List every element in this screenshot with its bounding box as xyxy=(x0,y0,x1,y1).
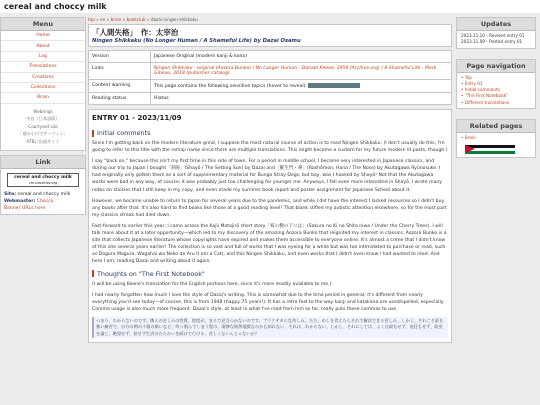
webring-line-3[interactable]: 「週の小川でサーフィン」 xyxy=(18,130,68,136)
page-nav-list xyxy=(457,73,535,108)
banner-text: cereal and choccy milk xyxy=(14,174,72,180)
paragraph-3: However, we became unable to return to Japan for several years due to the pandemic, and while I did have the interest I lacked resources so I didn't buy any books after that. It's also hard to find books like those at a good reading level! That blank stifled my autistic attention elsewhere, so for the most part my classics streak had died down. xyxy=(92,198,447,218)
section-title: Initial comments xyxy=(97,129,151,137)
links-value[interactable]: Ningen Shikkaku - original (Aozora Bunko) / No Longer Human - Donald Keene, 1958 (Archive.org) / A Shameful Life - Mark Gibeau, 2018 (publisher catalog) xyxy=(151,63,452,80)
webring-line-1[interactable]: 中自（日本語版） xyxy=(26,115,60,121)
status-label: Reading status xyxy=(89,93,151,105)
related-box xyxy=(456,119,536,158)
section-marker-icon xyxy=(92,270,94,277)
warning-cell xyxy=(151,80,452,93)
updates-title: Updates xyxy=(457,18,535,31)
related-title: Related pages xyxy=(457,120,535,133)
paragraph-6: I had nearly forgotten how much I love the style of Dazai's writing. This is somewhat due to the time period in general; it's different from nearly everything you'd see today—of course, this is from 1948 (happy 75 years!). It has a retro feel to the way kanji and katakana are used/spelled, especially. Comma usage is also much more frequent. Dazai's style, at least in what I've read from him so far, really puts these commas to use. xyxy=(92,292,445,312)
page-subtitle: Ningen Shikkaku (No Longer Human / A Shameful Life) by Dazai Osamu xyxy=(92,38,301,44)
info-row-version xyxy=(89,51,452,63)
menu-box xyxy=(0,17,86,151)
site-title[interactable]: cereal and choccy milk xyxy=(4,2,107,11)
updates-box xyxy=(456,17,536,49)
paragraph-4: Fast-forward to earlier this year; I came across the Kajii Motojirō short story「桜の樹の下には」(Sakura no Ki no Shita niwa / Under the Cherry Trees). I will talk more about it at a later opportunity—which led to my discovery of the amazing Aozora Bunko that reignited my interest in classics. Aozora Bunko is a site that collects Japanese literature whose copyrights have expired and makes them accessible to everyone online. It's almost a crime that I didn't know of this site several years earlier! The collection is so vast and full of works that I was eyeing for a while but was too intimidated to purchase or read, such as Dogura Magura, Wagahai wa Neko de Aru (I am a Cat), and this Ningen Shikkaku, and even works that I didn't even know I had wanted to read. And here I am, reading Dazai and writing about it again. xyxy=(92,223,447,265)
webmaster-label: Webmaster: xyxy=(4,198,36,204)
webrings-label[interactable]: Webrings xyxy=(33,108,53,114)
japanese-quote: つまり、わからないのです。隣人の苦しみの性質、程度が、まるで見当つかないのです。プラクテカルな苦しみ、ただ、めしを食えたらそれで解決できる苦しみ、しかし、それこそ最も強い痛苦で、自分の例の十個の禍いなど、吹っ飛んでしまう程の、凄惨な阿鼻地獄なのかも知れない、それは、わからない、しかし、それにしては、よく自殺もせず、発狂もせず、政党を論じ、絶望せず、屈せず生活のたたかいを続けて行ける、苦しくないんじゃないか？ xyxy=(92,317,448,339)
nav-top[interactable]: • Top xyxy=(461,75,531,81)
site-value: cereal and choccy milk xyxy=(17,191,71,197)
paragraph-1: Since I'm getting back on the modern literature grind, I suppose the most natural course of action is to read Ningen Shikkaku. (I don't usually do this, I'm going to refer to this title with the romaji name since there are multiple translations. This might become a custom for my future modern lit posts, though.) xyxy=(92,141,448,154)
menu-item-log[interactable]: Log xyxy=(1,52,85,62)
site-title-bar xyxy=(0,0,540,13)
menu-item-translations[interactable]: Translations xyxy=(1,62,85,72)
info-row-warning xyxy=(89,80,452,93)
paragraph-5: (I will be using Keene's translation for the English portions here, since it's more readily available to me.) xyxy=(92,281,332,287)
palestine-flag-icon xyxy=(465,145,515,154)
info-row-status xyxy=(89,93,452,105)
menu-item-collections[interactable]: Collections xyxy=(1,83,85,93)
section-marker-icon xyxy=(92,130,94,137)
page-nav-title: Page navigation xyxy=(457,60,535,73)
entry-01 xyxy=(88,109,452,343)
site-label: Site: xyxy=(4,191,17,197)
related-brain[interactable]: • Brain xyxy=(461,135,531,141)
section-heading-initial xyxy=(92,129,448,137)
crumb-current: dazai-ningen-shikkaku xyxy=(150,17,198,22)
nav-initial-comments[interactable]: • Initial comments xyxy=(461,87,531,93)
menu-title: Menu xyxy=(1,18,85,31)
webmaster-value[interactable]: Choccy xyxy=(36,198,54,204)
info-row-links xyxy=(89,63,452,80)
webring-line-2[interactable]: Courtyard Lilo xyxy=(28,123,58,129)
right-sidebar xyxy=(456,17,536,158)
page-nav-box xyxy=(456,59,536,109)
warning-label: Content warning xyxy=(89,80,151,93)
menu-item-brain[interactable]: Brain xyxy=(1,93,85,103)
nav-first-notebook[interactable]: • "The First Notebook" xyxy=(461,93,531,99)
section-title: Thoughts on "The First Notebook" xyxy=(97,269,205,278)
webring-line-4[interactable]: ATBに出展サイト xyxy=(26,138,60,144)
warning-value: This page contains the following sensitive topics (hover to reveal): xyxy=(154,84,307,89)
updates-list xyxy=(457,31,535,48)
related-list xyxy=(457,133,535,143)
site-info xyxy=(1,189,85,214)
crumb-top[interactable]: top xyxy=(88,17,95,22)
update-item: 2023.11.09 - Posted entry 01 xyxy=(461,39,523,45)
link-title: Link xyxy=(1,156,85,169)
crumb-brain[interactable]: brain xyxy=(110,17,122,22)
version-value: Japanese Original (modern kanji & kana) xyxy=(151,51,452,63)
book-info-table xyxy=(88,50,452,105)
nav-different-translations[interactable]: • Different translations xyxy=(461,100,531,106)
breadcrumb: top » en » brain » bookclub » dazai-ningen-shikkaku xyxy=(88,17,198,22)
crumb-bookclub[interactable]: bookclub xyxy=(126,17,146,22)
section-heading-notebook xyxy=(92,270,448,278)
main-content xyxy=(88,16,452,343)
spoiler-block[interactable] xyxy=(308,83,360,88)
banner-urls-link[interactable]: Banner URLs here xyxy=(4,205,46,211)
crumb-en[interactable]: en xyxy=(100,17,106,22)
menu-item-home[interactable]: Home xyxy=(1,31,85,41)
banner-sub: cm.neocities.org xyxy=(28,180,58,185)
update-item: 2023.11.10 - Revised entry 01 xyxy=(461,33,525,38)
version-label: Version xyxy=(89,51,151,63)
menu-item-about[interactable]: About xyxy=(1,41,85,51)
status-value: Hiatus xyxy=(151,93,452,105)
entry-heading: ENTRY 01 - 2023/11/09 xyxy=(92,114,182,122)
left-sidebar xyxy=(0,17,86,215)
page-title: 「人間失格」 作：太宰治 xyxy=(92,28,179,37)
site-banner[interactable] xyxy=(7,173,79,187)
link-box xyxy=(0,155,86,215)
menu-item-creations[interactable]: Creations xyxy=(1,73,85,83)
nav-entry-01[interactable]: • Entry 01 xyxy=(461,81,531,87)
title-box xyxy=(88,24,452,47)
paragraph-2: I say "back on," because this isn't my first time in this side of town. For a period in middle school, I became very interested in Japanese classics, and during our trip to Japan I bought「斜陽」(Shayō / The Setting Sun) by Dazai and「羅生門・鼻」(Rashōmon, Hana / The Nose) by Akutagawa Ryūnosuke. I had originally only gotten them as a sort of supplementary material for Bungo Stray Dogs, but boy, was I hooked by Shayō! Not that the Akutagawa works were bad in any way, of course; it was probably just too challenging for younger me. Anyways, I fell even more interested in Shayō. I wrote many notes on stickies that I still keep in my copy, and even made my summer book report and poster assignment for Japanese School about it. xyxy=(92,159,443,193)
links-label: Links xyxy=(89,63,151,80)
